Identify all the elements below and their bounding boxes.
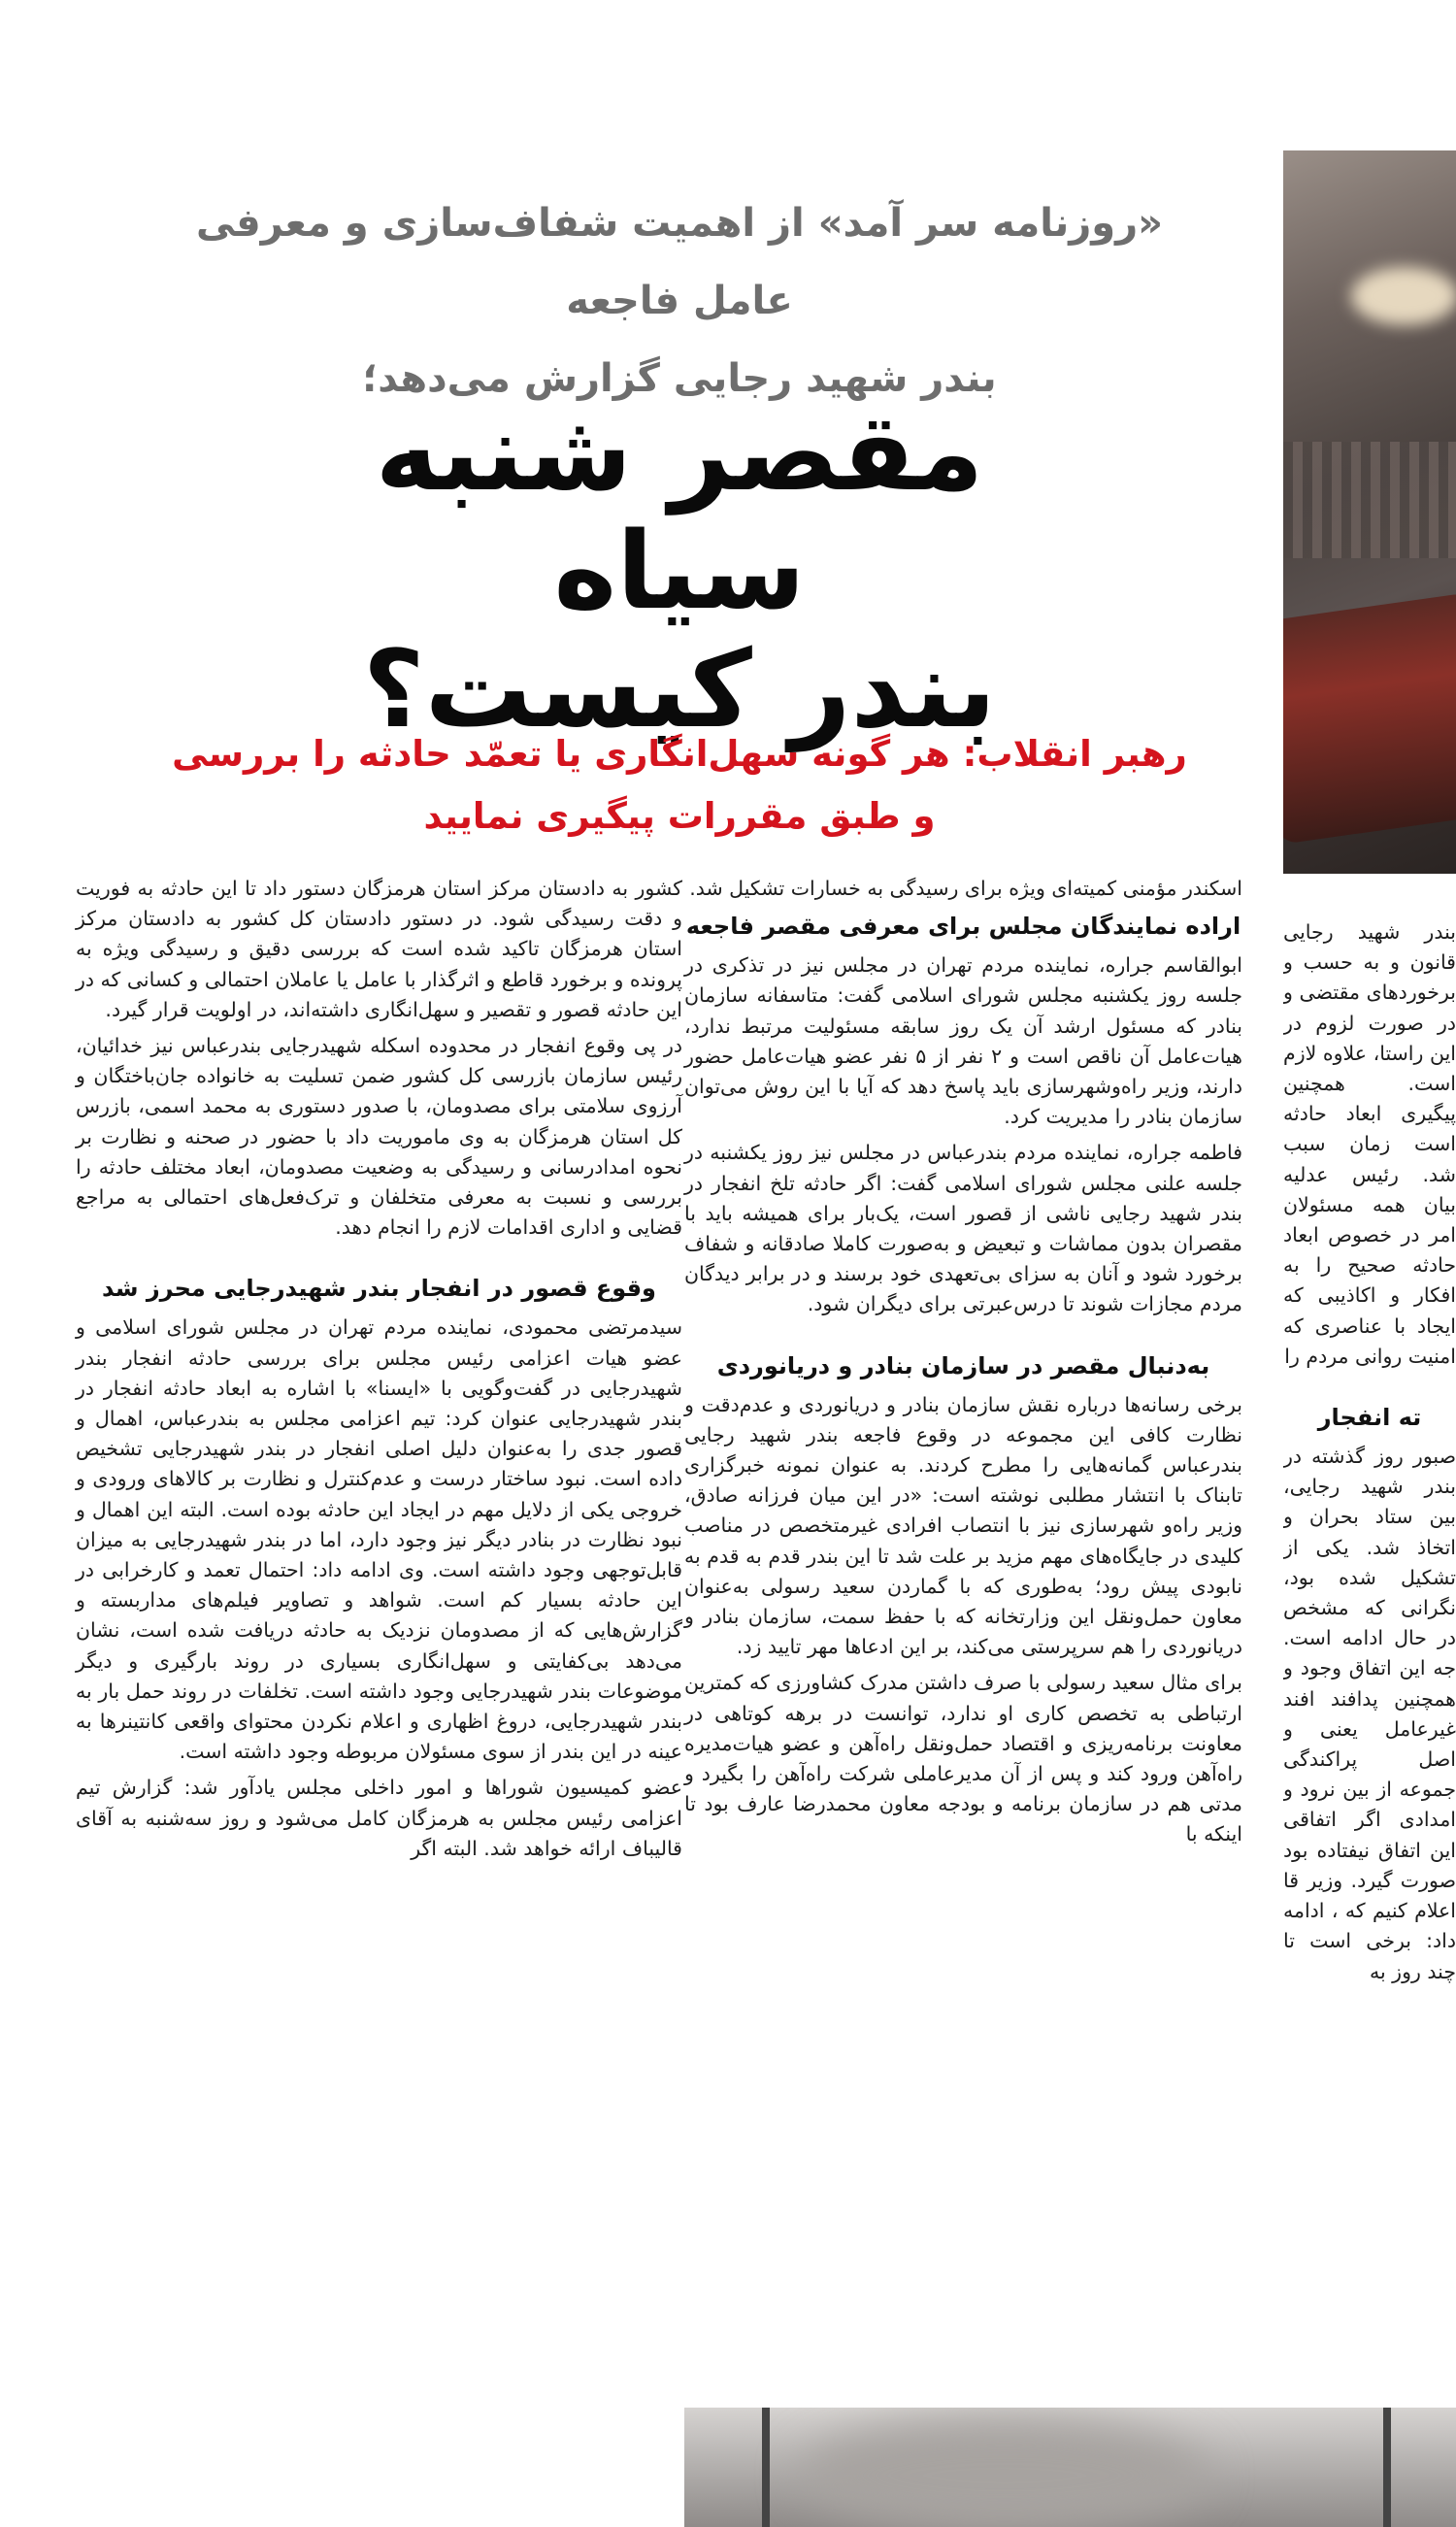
paragraph: بندر شهید رجایی قانون و به حسب و برخوردهای مقتضی و در صورت لزوم در این راستا، علاوه لازم است. همچنین پیگیری ابعاد حادثه است زمان سبب شد. رئیس عدلیه بیان همه مسئولان امر در خصوص ابعاد حادثه صحیح را به افکار و اکاذیبی که ایجاد با عناصری که امنیت روانی مردم را [1283,920,1456,1368]
section-subtitle: به‌دنبال مقصر در سازمان بنادر و دریانوردی [716,1351,1210,1380]
section-subtitle: وقوع قصور در انفجار بندر شهید‌رجایی محرز شد [102,1275,656,1303]
photo-pole-shape [762,2408,770,2527]
subhead-line-1: رهبر انقلاب: هر گونه سهل‌انگاری یا تعمّد حادثه را بررسی [172,733,1187,775]
paragraph: سید‌مرتضی محمودی، نماینده مردم تهران در مجلس شورای اسلامی و عضو هیات اعزامی رئیس مجلس برای بررسی حادثه انفجار بندر شهید‌رجایی در گفت‌وگویی با «ایسنا» با اشاره به ابعاد حادثه انفجار در بندر شهید‌رجایی عنوان کرد: تیم اعزامی مجلس به بندرعباس، اهمال و قصور جدی را به‌عنوان دلیل اصلی انفجار در بندر شهید‌رجایی تشخیص داده است. نبود ساختار درست و عدم‌کنترل و نظارت بر کالاهای ورودی و خروجی یکی از دلایل مهم در ایجاد این حادثه بوده است. البته این اهمال و نبود نظارت در بنادر دیگر نیز وجود دارد، اما در بندر شهید‌رجایی به میزان قابل‌توجهی وجود داشته است. وی ادامه داد: احتمال تعمد و کارخرابی در این حادثه بسیار کم است. شواهد و تصاویر فیلم‌های مدار‌بسته و گزارش‌هایی که از مصدومان نزدیک به حادثه دریافت شده است، نشان می‌دهد بی‌کفایتی و سهل‌انگاری بسیاری در روند بارگیری و دیگر موضوعات بندر شهید‌رجایی وجود داشته است. تخلفات در روند حمل بار به بندر شهید‌رجایی، دروغ اظهاری و اعلام نکردن محتوای واقعی کانتینرها به عینه در این بندر از سوی مسئولان مربوطه وجود داشته است. [76,1315,682,1764]
paragraph: در پی وقوع انفجار در محدوده اسکله شهید‌رجایی بندرعباس نیز خدائیان، رئیس سازمان بازرسی کل کشور ضمن تسلیت به خانواده جان‌باختگان و آرزوی سلامتی برای مصدومان، با صدور دستوری به محمد اسمی، بازرس کل استان هرمزگان به وی ماموریت داد با حضور در صحنه و نظارت بر نحوه امدادرسانی و رسیدگی به وضعیت مصدومان، ابعاد مختلف حادثه را بررسی و نسبت به معرفی متخلفان و ترک‌فعل‌های احتمالی به مراجع قضایی و اداری اقدامات لازم را انجام دهد. [76,1034,682,1240]
main-headline [291,390,1068,751]
photo-pole-shape [1383,2408,1391,2527]
kicker-line-2: بندر شهید رجایی گزارش می‌دهد؛ [362,356,997,401]
paragraph: ابوالقاسم جراره، نماینده مردم تهران در مجلس نیز در تذکری در جلسه روز یکشنبه مجلس شورای اسلامی گفت: متاسفانه سازمان بنادر که مسئول ارشد آن یک روز سابقه مسئولیت مرتبط ندارد، هیات‌عامل آن ناقص است و ۲ نفر از ۵ نفر عضو هیات‌عامل حضور دارند، وزیر راه‌و‌شهرسازی باید پاسخ دهد که آیا با این روش می‌توان سازمان بنادر را مدیریت کرد. [684,953,1242,1129]
kicker [146,184,1213,417]
article-column-right-cropped [1283,917,1456,1993]
headline-line-1: مقصر شنبه سیاه [375,390,984,633]
paragraph: صبور روز گذشته در بندر شهید رجایی، بین ستاد بحران و اتخاذ شد. یکی از تشکیل شده بود، نگرانی که مشخص در حال ادامه است. جه این اتفاق وجود و همچنین پدافند افند غیرعامل یعنی و اصل پراکندگی جموعه از بین نرود و امدادی اگر اتفاقی این اتفاق نیفتاده بود صورت گیرد. وزیر قا اعلام کنیم که ، ادامه داد: برخی است تا چند روز به [1283,1445,1456,1983]
paragraph: اسکندر مؤمنی کمیته‌ای ویژه برای رسیدگی به خسارات تشکیل شد. [689,877,1242,900]
top-photo-port-explosion [1283,150,1456,874]
article-column-middle [684,874,1242,1856]
headline-line-2: بندر کیست؟ [362,627,997,751]
section-subtitle: ته انفجار [1317,1404,1422,1432]
paragraph: برای مثال سعید رسولی با صرف داشتن مدرک کشاورزی که کمترین ارتباطی به تخصص کاری او ندارد، توانست در برهه کوتاهی در معاونت برنامه‌ریزی و اقتصاد حمل‌ونقل راه‌آهن و عضو هیات‌مدیره راه‌آهن ورود کند و پس از آن مدیرعاملی شرکت راه‌آهن را بگیرد و مدتی هم در سازمان برنامه و بودجه معاون محمدرضا عارف بود تا اینکه با [684,1671,1242,1846]
subhead-line-2: و طبق مقررات پیگیری نمایید [423,795,936,837]
paragraph: فاطمه جراره، نماینده مردم بندرعباس در مجلس نیز روز یکشنبه در جلسه علنی مجلس شورای اسلامی گفت: اگر حادثه تلخ انفجار در بندر شهید رجایی ناشی از قصور است، یک‌بار برای همیشه باید با مقصران بدون مماشات و تبعیض و به‌صورت کاملا صادقانه و شفاف برخورد شود و آنان به سزای بی‌تعهدی خود برسند و در برابر دیدگان مردم مجازات شوند تا درس‌عبرتی برای دیگران شود. [684,1141,1242,1316]
red-subheadline [146,723,1213,848]
article-column-left [76,874,682,1870]
kicker-line-1: «روزنامه سر آمد» از اهمیت شفاف‌سازی و معرفی عامل فاجعه [195,201,1163,323]
photo-smoke-shape [801,2417,1208,2527]
bottom-photo-port-smoke [684,2408,1456,2527]
photo-hull-shape [1283,592,1456,845]
section-subtitle: اراده نمایندگان مجلس برای معرفی مقصر فاجعه [685,913,1241,941]
paragraph: عضو کمیسیون شوراها و امور داخلی مجلس یادآور شد: گزارش تیم اعزامی رئیس مجلس به هرمزگان کامل می‌شود و روز سه‌شنبه به آقای قالیباف ارائه خواهد شد. البته اگر [76,1776,682,1860]
photo-deck-shape [1283,442,1456,558]
paragraph: کشور به دادستان مرکز استان هرمزگان دستور داد تا این حادثه به فوریت و دقت رسیدگی شود. در دستور دادستان کل کشور به دادستان مرکز استان هرمزگان تاکید شده است که بررسی دقیق و رسیدگی ویژه به پرونده و برخورد قاطع و اثرگذار با عامل یا عاملان احتمالی و کسانی که در این حادثه قصور و تقصیر و سهل‌انگاری داشته‌اند، در اولویت قرار گیرد. [76,877,682,1021]
photo-fire-shape [1351,267,1456,325]
paragraph: برخی رسانه‌ها درباره نقش سازمان بنادر و دریانوردی و عدم‌دقت و نظارت کافی این مجموعه در وقوع فاجعه بندر شهید رجایی بندرعباس گمانه‌هایی را مطرح کردند. به عنوان نمونه خبرگزاری تابناک با انتشار مطلبی نوشته است: «در این میان فرزانه صادق، وزیر راه‌و شهرسازی نیز با انتصاب افرادی غیرمتخصص در مناصب کلیدی در جایگاه‌های مهم مزید بر علت شد تا این بندر قدم به قدم به نابودی پیش رود؛ به‌طوری که با گماردن سعید رسولی به‌عنوان معاون حمل‌ونقل این وزارتخانه که با حفظ سمت، سازمان بنادر و دریانوردی را هم سرپرستی می‌کند، بر این ادعاها مهر تایید زد. [684,1392,1242,1659]
